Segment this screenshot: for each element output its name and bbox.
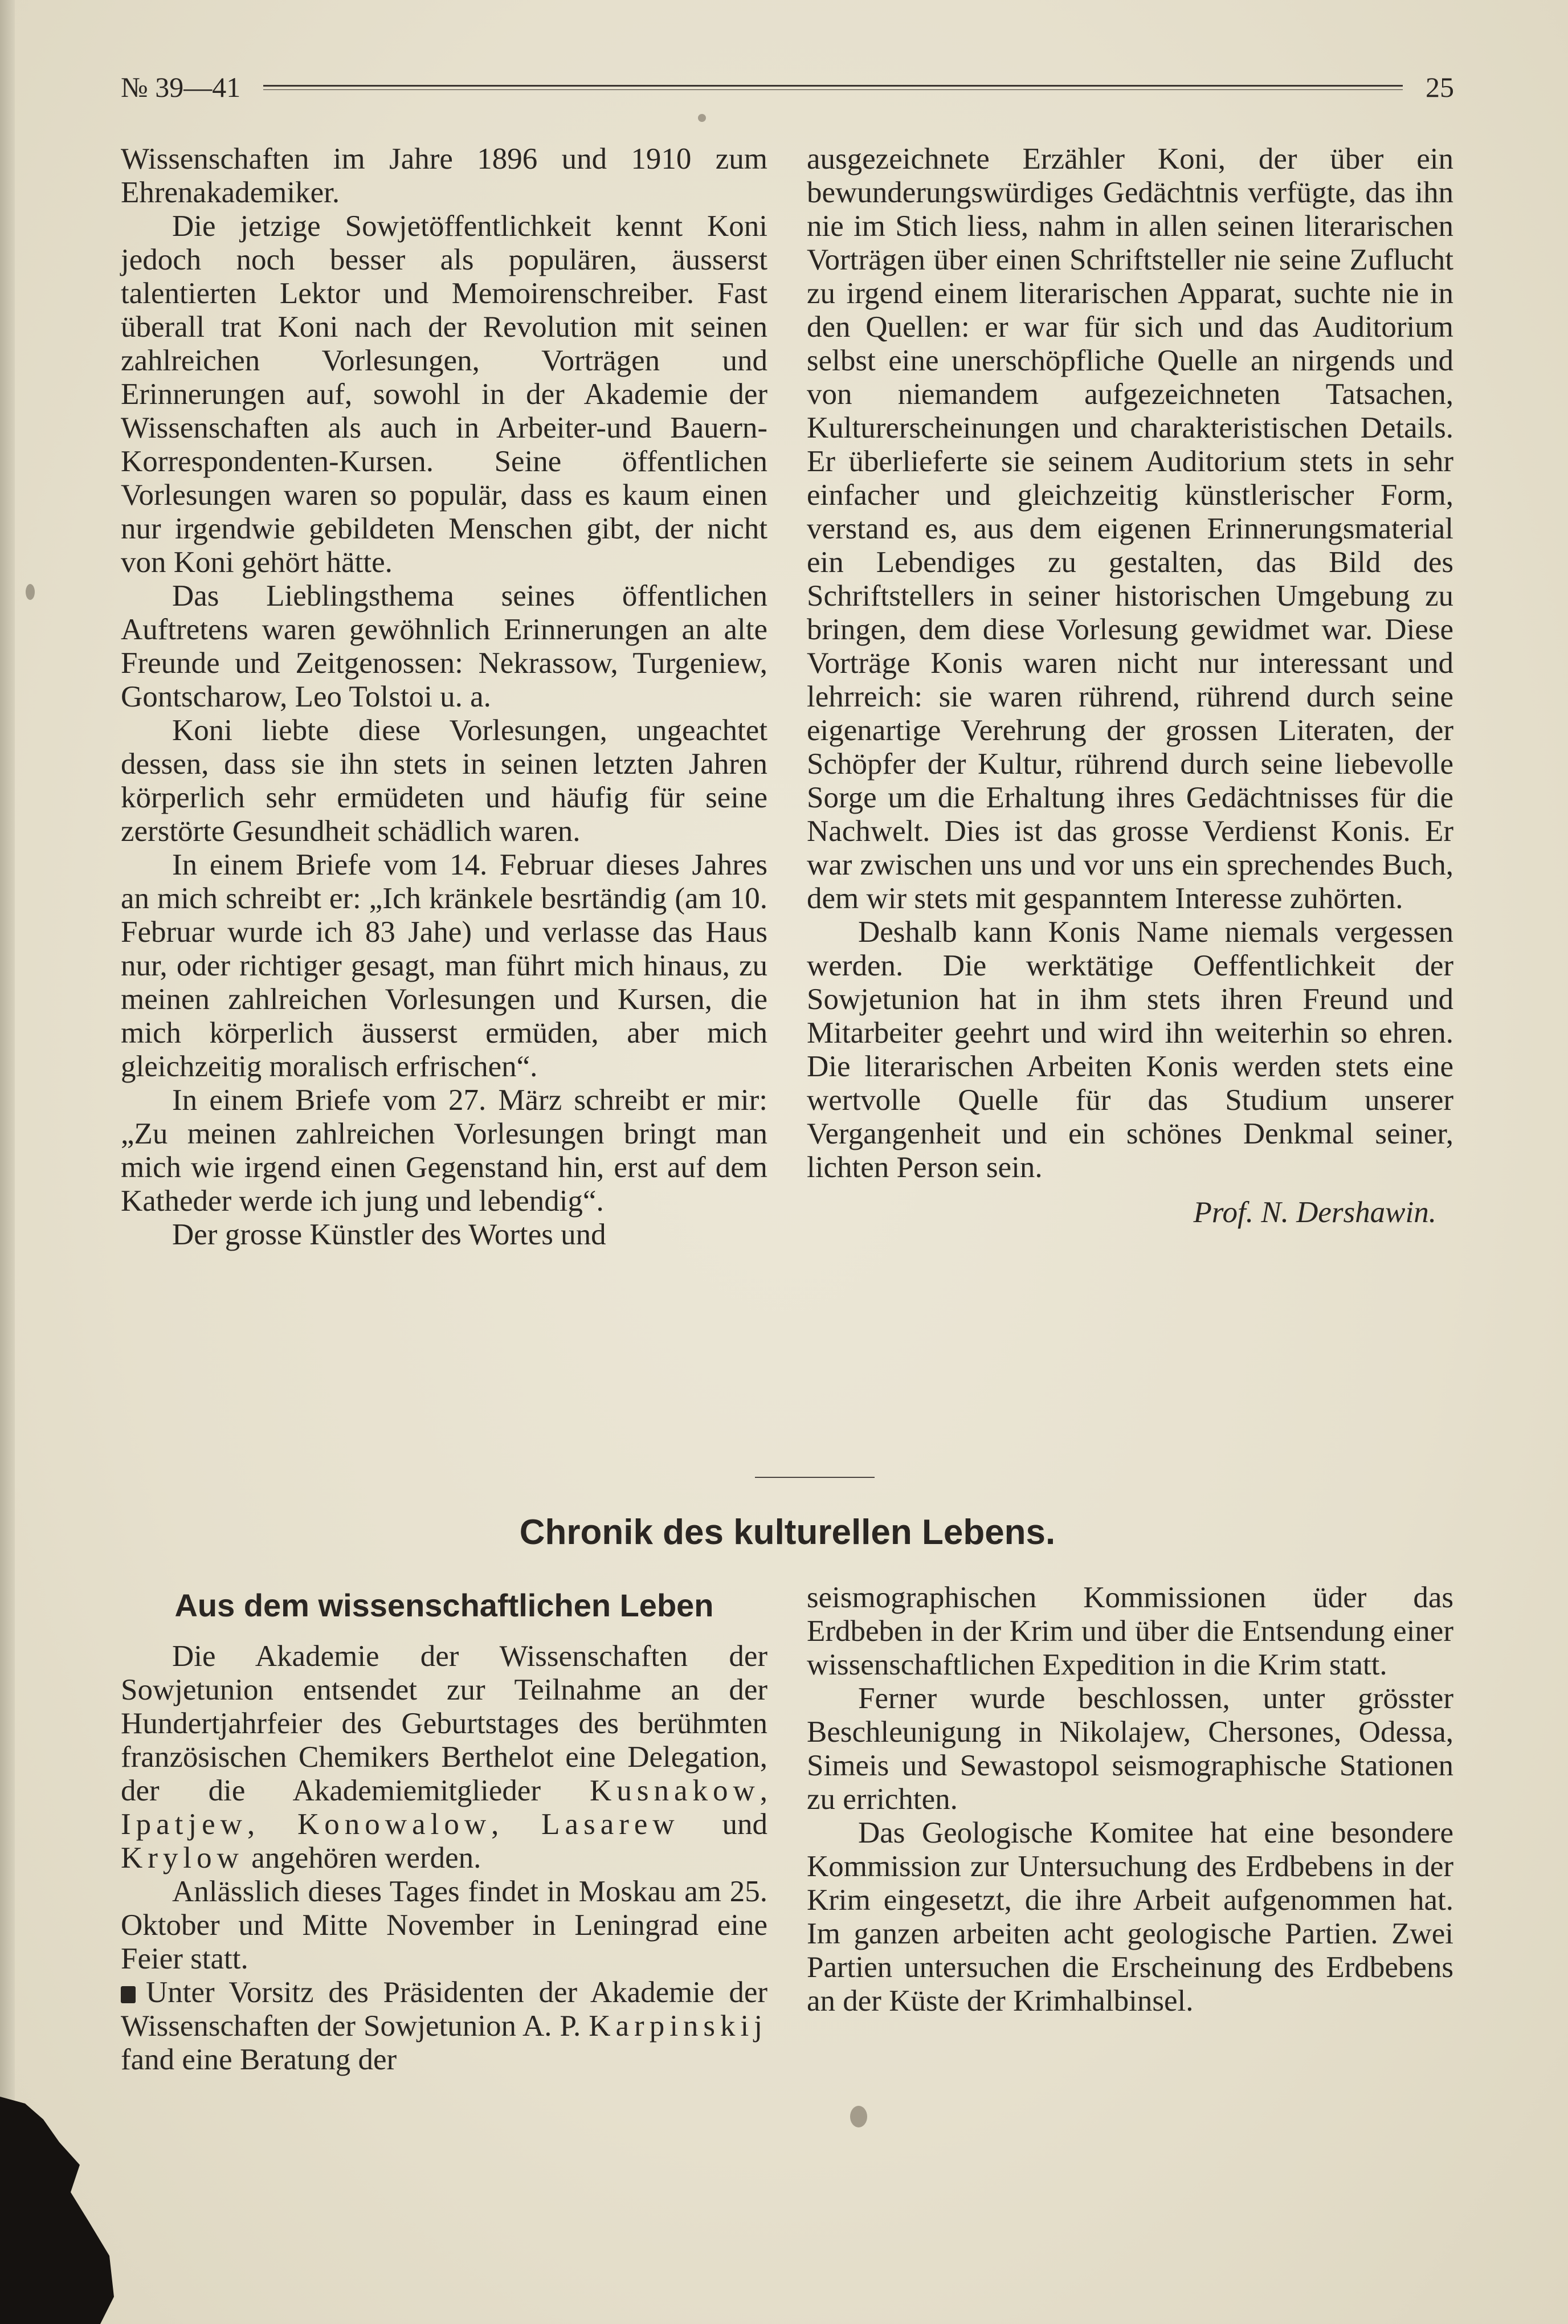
paragraph bbox=[121, 1976, 767, 2077]
paragraph: Das Lieblingsthema seines öffentlichen Auftretens waren gewöhnlich Erinnerungen an alte Freunde und Zeitgenossen: Nekrassow, Turgeniew, Gontscharow, Leo Tolstoi u. a. bbox=[121, 579, 767, 713]
paragraph: Wissenschaften im Jahre 1896 und 1910 zum Ehrenakademiker. bbox=[121, 142, 767, 209]
separator: , bbox=[491, 1808, 542, 1841]
binding-edge bbox=[0, 0, 15, 2324]
chronicle-left-column bbox=[121, 1583, 767, 2077]
paragraph: Deshalb kann Konis Name niemals vergessen werden. Die werktätige Oeffentlichkeit der Sowjetunion hat in ihm stets ihren Freund und Mitarbeiter geehrt und wird ihn weiterhin so ehren. Die literarischen Arbeiten Konis werden stets eine wertvolle Quelle für das Studium unserer Vergangenheit und ein schönes Denkmal seiner, lichten Person sein. bbox=[807, 916, 1453, 1184]
separator: und bbox=[679, 1808, 767, 1841]
ink-speck bbox=[850, 2106, 867, 2127]
paragraph: In einem Briefe vom 27. März schreibt er mir: „Zu meinen zahlreichen Vorlesungen bringt man mich wie irgend einen Gegenstand hin, erst auf dem Katheder werde ich jung und lebendig“. bbox=[121, 1084, 767, 1218]
page-number: 25 bbox=[1426, 71, 1454, 103]
president-name: Karpinskij bbox=[589, 2009, 767, 2043]
author-signature: Prof. N. Dershawin. bbox=[1193, 1196, 1436, 1229]
paragraph: In einem Briefe vom 14. Februar dieses Jahres an mich schreibt er: „Ich kränkele besrtändig (am 10. Februar wurde ich 83 Jahe) und verlasse das Haus nur, oder richtiger gesagt, man führt mich hinaus, zu meinen zahlreichen Vorlesungen und Kursen, die mich körperlich äusserst ermüden, aber mich gleichzeitig moralisch erfrischen“. bbox=[121, 848, 767, 1083]
member-name: Ipatjew bbox=[121, 1808, 247, 1841]
member-name: Lasarew bbox=[541, 1808, 680, 1841]
bullet-square-icon bbox=[121, 1986, 136, 2003]
article-left-column bbox=[121, 142, 767, 1252]
chronicle-heading: Chronik des kulturellen Lebens. bbox=[519, 1513, 1056, 1552]
paragraph: Anlässlich dieses Tages findet in Moskau am 25. Oktober und Mitte November in Leningrad eine Feier statt. bbox=[121, 1875, 767, 1975]
paragraph bbox=[121, 1640, 767, 1875]
member-name: Krylow bbox=[121, 1841, 244, 1874]
page-header bbox=[121, 67, 1454, 107]
paragraph: Ferner wurde beschlossen, unter grösster Beschleunigung in Nikolajew, Chersones, Odessa, Simeis und Sewastopol seismographische Stationen zu errichten. bbox=[807, 1682, 1453, 1816]
section-divider bbox=[755, 1477, 875, 1478]
separator: , bbox=[247, 1808, 298, 1841]
paragraph: Das Geologische Komitee hat eine besondere Kommission zur Untersuchung des Erdbebens in der Krim eingesetzt, die ihre Arbeit aufgenommen hat. Im ganzen arbeiten acht geologische Partien. Zwei Partien untersuchen die Erscheinung des Erdbebens an der Küste der Krimhalbinsel. bbox=[807, 1816, 1453, 2017]
text-run: fand eine Beratung der bbox=[121, 2043, 397, 2076]
paragraph: seismographischen Kommissionen üder das Erdbeben in der Krim und über die Entsendung einer wissenschaftlichen Expedition in die Krim statt. bbox=[807, 1581, 1453, 1681]
header-rule bbox=[263, 85, 1403, 90]
member-name: Konowalow bbox=[297, 1808, 492, 1841]
text-run: Die Akademie der Wissenschaften der Sowjetunion entsendet zur Teilnahme an der Hundertjahrfeier des Geburtstages des berühmten französischen Chemikers Berthelot eine Delegation, der die Akademiemitglieder bbox=[121, 1640, 767, 1807]
text-run: Unter Vorsitz des Präsidenten der Akademie der Wissenschaften der Sowjetunion A. P. bbox=[121, 1976, 767, 2043]
text-run: angehören werden. bbox=[243, 1841, 481, 1874]
paragraph: ausgezeichnete Erzähler Koni, der über ein bewunderungswürdiges Gedächtnis verfügte, das ihn nie im Stich liess, nahm in allen seinen literarischen Vorträgen über einen Schriftsteller nie seine Zuflucht zu irgend einem literarischen Apparat, suchte nie in den Quellen: er war für sich und das Auditorium selbst eine unerschöpfliche Quelle an nirgends und von niemandem aufgezeichneten Tatsachen, Kulturerscheinungen und charakteristischen Details. Er überlieferte sie seinem Auditorium stets in sehr einfacher und gleichzeitig künstlerischer Form, verstand es, aus dem eigenen Erinnerungsmaterial ein Lebendiges zu gestalten, das Bild des Schriftstellers in seiner historischen Umgebung zu bringen, dem diese Vorlesung gewidmet war. Diese Vorträge Konis waren nicht nur interessant und lehrreich: sie waren rührend, rührend durch seine eigenartige Verehrung der grossen Literaten, der Schöpfer der Kultur, rührend durch seine liebevolle Sorge um die Erhaltung ihres Gedächtnisses für die Nachwelt. Dies ist das grosse Verdienst Konis. Er war zwischen uns und vor uns ein sprechendes Buch, dem wir stets mit gespanntem Interesse zuhörten. bbox=[807, 142, 1453, 915]
paragraph: Koni liebte diese Vorlesungen, ungeachtet dessen, dass sie ihn stets in seinen letzten Jahren körperlich sehr ermüdeten und häufig für seine zerstörte Gesundheit schädlich waren. bbox=[121, 714, 767, 848]
separator: , bbox=[760, 1774, 767, 1807]
issue-number: № 39—41 bbox=[121, 71, 241, 103]
torn-corner bbox=[0, 2097, 114, 2324]
article-right-column bbox=[807, 142, 1453, 1230]
chronicle-right-column bbox=[807, 1581, 1453, 2018]
paragraph: Die jetzige Sowjetöffentlichkeit kennt Koni jedoch noch besser als populären, äusserst talentierten Lektor und Memoirenschreiber. Fast überall trat Koni nach der Revolution mit seinen zahlreichen Vorlesungen, Vorträgen und Erinnerungen auf, sowohl in der Akademie der Wissenschaften als auch in Arbeiter-und Bauern-Korrespondenten-Kursen. Seine öffentlichen Vorlesungen waren so populär, dass es kaum einen nur irgendwie gebildeten Menschen gibt, der nicht von Koni gehört hätte. bbox=[121, 210, 767, 579]
ink-speck bbox=[26, 584, 35, 600]
member-name: Kusnakow bbox=[590, 1774, 760, 1807]
paragraph: Der grosse Künstler des Wortes und bbox=[172, 1218, 606, 1251]
ink-speck bbox=[698, 114, 706, 122]
section-heading: Aus dem wissenschaftlichen Leben bbox=[174, 1587, 714, 1623]
